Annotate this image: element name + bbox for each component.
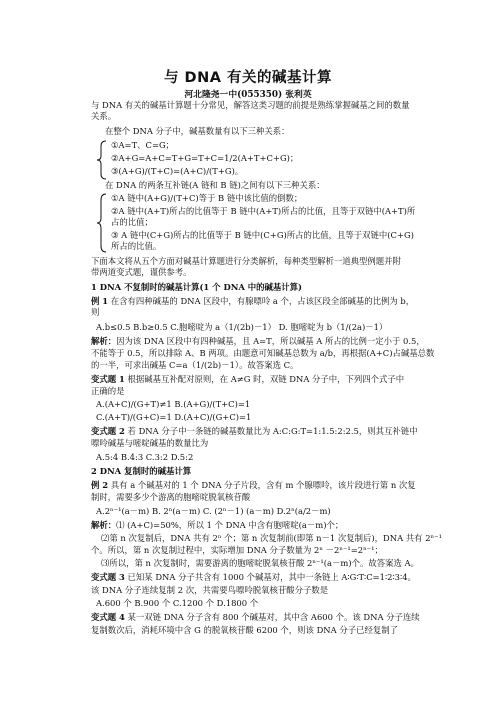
analysis-line: 的一半，可求出碱基 C=a（1/(2b)－1）。故答案选 C。: [91, 360, 299, 370]
example-line: 则: [91, 307, 100, 317]
relation-item: ③ A 链中(C+G)所占的比值等于 B 链中(C+G)所占的比值，且等于双链中(C+G): [111, 230, 414, 240]
relation-item: ②A 链中(A+T)所占的比值等于 B 链中(A+T)所占的比值，且等于双链中(A+T)所: [111, 206, 416, 216]
variant-text: 已知某 DNA 分子共含有 1000 个碱基对，其中一条链上 A∶G∶T∶C=1∶2∶3∶4。: [124, 572, 416, 582]
answer-options: A.2ⁿ⁻¹(a－m) B. 2ⁿ(a－m) C. (2ⁿ－1) (a－m) D.2ⁿ(a/2－m): [96, 506, 331, 516]
answer-options: A.600 个 B.900 个 C.1200 个 D.1800 个: [96, 598, 259, 608]
variant-line: 复制数次后，消耗环境中含 G 的脱氧核苷酸 6200 个，则该 DNA 分子已经复制了: [91, 625, 398, 635]
section-heading: 2 DNA 复制时的碱基计算: [91, 466, 192, 476]
variant-line: 正确的是: [91, 386, 125, 396]
analysis-line: ⑶所以，第 n 次复制时，需要游离的胞嘧啶脱氧核苷酸 2ⁿ⁻¹(a－m)个。故答案选 A。: [101, 558, 419, 568]
paragraph-line: 在整个 DNA 分子中，碱基数量有以下三种关系：: [105, 126, 290, 136]
example-line: 制时，需要多少个游离的胞嘧啶脱氧核苷酸: [91, 492, 251, 502]
analysis-label: 解析：: [91, 520, 117, 530]
analysis-line: 不能等于 0.5，所以排除 A、B 两项。由题意可知碱基总数为 a/b，再根据(A+C)占碱基总数: [91, 348, 435, 358]
variant-text: 若 DNA 分子中一条链的碱基数量比为 A:C:G:T=1:1.5:2:2.5，则其互补链中: [124, 426, 418, 436]
analysis-line: [91, 336, 425, 347]
variant-label: 变式题 2: [91, 426, 125, 436]
analysis-text: 因为该 DNA 区段中有四种碱基，且 A=T，所以碱基 A 所占的比例一定小于 0.5，: [116, 336, 425, 346]
paragraph-line: 下面本文将从五个方面对碱基计算题进行分类解析，每种类型解析一道典型例题并附: [91, 256, 401, 266]
analysis-line: ⑵第 n 次复制后，DNA 共有 2ⁿ 个；第 n 次复制前(即第 n－1 次复制后)，DNA 共有 2ⁿ⁻¹: [101, 533, 442, 543]
relation-item: ②A+G=A+C=T+G=T+C=1/2(A+T+C+G)；: [111, 153, 299, 163]
left-brace-icon: [96, 140, 108, 180]
document-title: 与 DNA 有关的碱基计算: [164, 70, 332, 86]
example-label: 例 2: [91, 480, 109, 490]
answer-options: A.b≤0.5 B.b≥0.5 C.胞嘧啶为 a（1/(2b)－1） D. 胞嘧啶为 b（1/(2a)－1）: [96, 322, 388, 332]
section-heading: 1 DNA 不复制时的碱基计算(1 个 DNA 中的碱基计算): [91, 282, 302, 292]
example-text: 具有 a 个碱基对的 1 个 DNA 分子片段，含有 m 个腺嘌呤，该片段进行第 n 次复: [108, 480, 416, 490]
paragraph-line: 在 DNA 的两条互补链(A 链和 B 链)之间有以下三种关系：: [105, 180, 325, 190]
analysis-label: 解析：: [91, 336, 117, 346]
answer-options: A.5:4 B.4:3 C.3:2 D.5:2: [96, 452, 194, 462]
variant-text: 某一双链 DNA 分子含有 800 个碱基对，其中含 A600 个。该 DNA 分子连续: [124, 612, 420, 622]
analysis-line: 个。所以，第 n 次复制过程中，实际增加 DNA 分子数量为 2ⁿ －2ⁿ⁻¹=2ⁿ⁻¹；: [91, 545, 383, 555]
analysis-line: [91, 520, 343, 531]
example-line: [91, 480, 416, 491]
variant-line: 该 DNA 分子连续复制 2 次，共需要鸟嘌呤脱氧核苷酸分子数是: [91, 585, 329, 595]
variant-line: 嘌呤碱基与嘧啶碱基的数量比为: [91, 438, 209, 448]
relation-item: 所占的比值。: [111, 241, 162, 251]
variant-line: [91, 374, 404, 385]
variant-label: 变式题 1: [91, 374, 125, 384]
relation-item: 占的比值；: [111, 217, 153, 227]
relation-item: ③(A+G)/(T+C)=(A+C)/(T+G)。: [111, 166, 244, 176]
example-label: 例 1: [91, 296, 109, 306]
analysis-text: ⑴ (A+C)=50%，所以 1 个 DNA 中含有胞嘧啶(a－m)个；: [116, 520, 344, 530]
variant-label: 变式题 3: [91, 572, 125, 582]
relation-item: ①A=T、C=G；: [111, 140, 175, 150]
left-brace-icon: [96, 193, 108, 253]
variant-text: 根据碱基互补配对原则，在 A≠G 时，双链 DNA 分子中，下列四个式子中: [124, 374, 405, 384]
example-line: [91, 296, 414, 307]
variant-line: [91, 426, 417, 437]
paragraph-line: 带两道变式题，谨供参考。: [91, 267, 192, 277]
answer-options: C.(A+T)/(G+C)=1 D.(A+C)/(G+C)=1: [96, 412, 252, 422]
answer-options: A.(A+C)/(G+T)≠1 B.(A+G)/(T+C)=1: [96, 399, 251, 409]
intro-line: 与 DNA 有关的碱基计算题十分常见，解答这类习题的前提是熟练掌握碱基之间的数量: [91, 100, 410, 110]
intro-line: 关系。: [91, 111, 117, 121]
relation-item: ①A 链中(A+G)/(T+C)等于 B 链中该比值的倒数；: [111, 193, 303, 203]
variant-line: [91, 612, 420, 623]
example-text: 在含有四种碱基的 DNA 区段中，有腺嘌呤 a 个，占该区段全部碱基的比例为 b，: [108, 296, 415, 306]
variant-line: [91, 572, 416, 583]
author-line: 河北隆尧一中(055350) 张利英: [184, 90, 312, 100]
variant-label: 变式题 4: [91, 612, 125, 622]
